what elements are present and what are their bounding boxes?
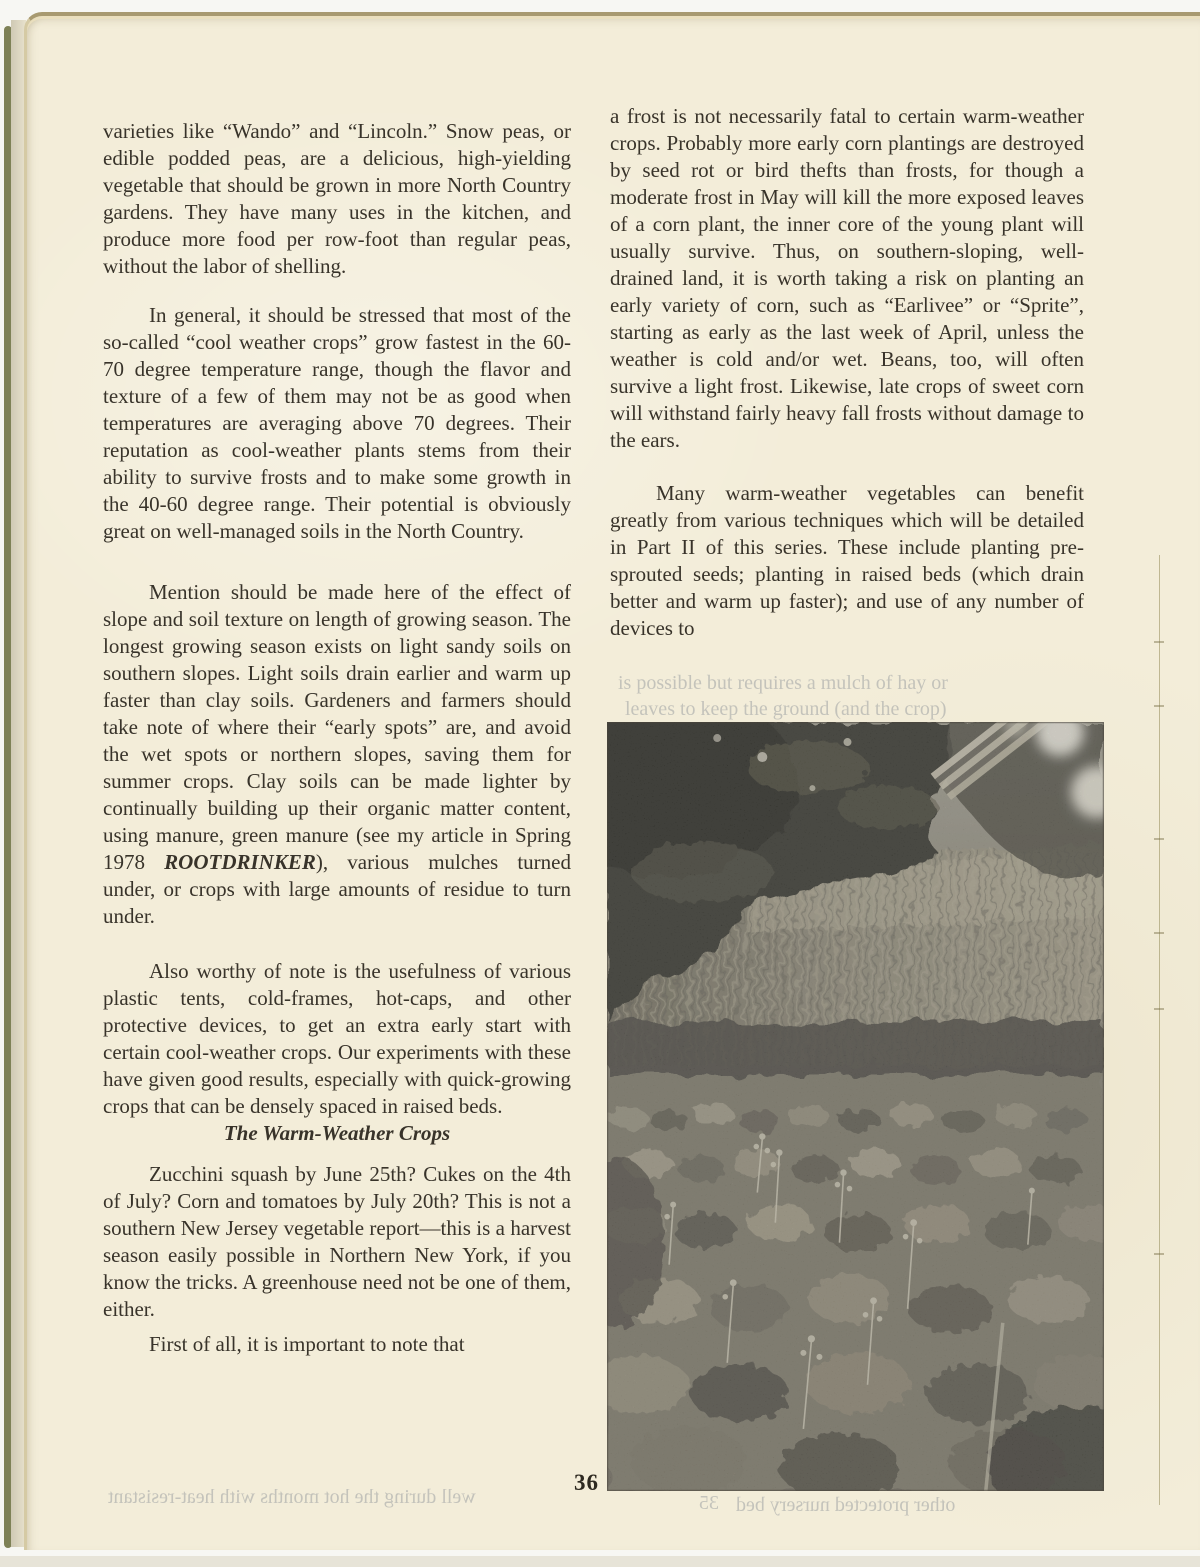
- paragraph-harvest-season: Zucchini squash by June 25th? Cukes on the 4th of July? Corn and tomatoes by July 20th? This is not a southern New Jersey vegetable report—this is a harvest season easily possible in Northern New York, if you know the tricks. A greenhouse need not be one of them, either.: [103, 1162, 571, 1321]
- ghost-text-fragment: leaves to keep the ground (and the crop): [625, 698, 947, 720]
- paragraph-cool-weather-crops: In general, it should be stressed that most of the so-called “cool weather crops” grow fastest in the 60-70 degree temperature range, though the flavor and texture of a few of them may not be as good when temperatures are averaging above 70 degrees. Their reputation as cool-weather plants stems from their ability to survive frosts and to make some growth in the 40-60 degree range. Their potential is obviously great on well-managed soils in the North Country.: [103, 303, 571, 543]
- paragraph-first-of-all: First of all, it is important to note that: [149, 1332, 465, 1356]
- garden-field-photo: [607, 722, 1104, 1491]
- paragraph-snow-peas: varieties like “Wando” and “Lincoln.” Snow peas, or edible podded peas, are a delicious, high-yielding vegetable that should be grown in more North Country gardens. They have many uses in the kitchen, and produce more food per row-foot than regular peas, without the labor of shelling.: [103, 119, 571, 278]
- garden-field-photo-art: [607, 722, 1104, 1491]
- binding-stitch: [1154, 838, 1164, 840]
- right-column: [610, 103, 1084, 642]
- paragraph-warm-weather-techniques: Many warm-weather vegetables can benefit greatly from various techniques which will be detailed in Part II of this series. These include planting pre-sprouted seeds; planting in raised beds (which drain better and warm up faster); and use of any number of devices to: [610, 481, 1084, 640]
- paragraph-protective-devices: Also worthy of note is the usefulness of various plastic tents, cold-frames, hot-caps, and other protective devices, to get an extra early start with certain cool-weather crops. Our experiments with these have given good results, especially with quick-growing crops that can be densely spaced in raised beds.: [103, 959, 571, 1118]
- binding-stitch: [1154, 932, 1164, 934]
- binding-crease: [1159, 555, 1160, 1505]
- ghost-text-fragment: other protected nursery bed: [736, 1494, 956, 1516]
- section-heading: The Warm-Weather Crops: [223, 1121, 451, 1145]
- ghost-text-fragment: is possible but requires a mulch of hay or: [618, 672, 948, 694]
- left-column: [103, 118, 571, 1358]
- binding-stitch: [1154, 641, 1164, 643]
- ghost-text-fragment: 35: [699, 1492, 719, 1514]
- binding-stitch: [1154, 1008, 1164, 1010]
- paragraph-slope-and-soil: [103, 579, 571, 930]
- page-number: 36: [574, 1470, 599, 1495]
- paragraph-text: Mention should be made here of the effect of slope and soil texture on length of growing season. The longest growing season exists on light sandy soils on southern slopes. Light soils drain earlier and warm up faster than clay soils. Gardeners and farmers should take note of where their “early spots” are, and avoid the wet spots or northern slopes, saving them for summer crops. Clay soils can be made lighter by continually building up their organic matter content, using manure, green manure (see my article in Spring 1978: [103, 580, 571, 874]
- paragraph-text: ), various mulches turned under, or crops with large amounts of residue to turn under.: [103, 850, 571, 928]
- binding-stitch: [1154, 1253, 1164, 1255]
- scanner-bottom-band: [0, 1556, 1200, 1567]
- ghost-text-fragment: well during the hot months with heat-resistant: [108, 1486, 476, 1508]
- publication-name: ROOTDRINKER: [164, 850, 316, 874]
- paragraph-frost-tolerance: a frost is not necessarily fatal to certain warm-weather crops. Probably more early corn plantings are destroyed by seed rot or bird thefts than frosts, for though a moderate frost in May will kill the more exposed leaves of a corn plant, the inner core of the young plant will usually survive. Thus, on southern-sloping, well-drained land, it is worth taking a risk on planting an early variety of corn, such as “Earlivee” or “Sprite”, starting as early as the last week of April, unless the weather is cold and/or wet. Beans, too, will often survive a light frost. Likewise, late crops of sweet corn will withstand fairly heavy fall frosts without damage to the ears.: [610, 104, 1084, 452]
- binding-stitch: [1154, 705, 1164, 707]
